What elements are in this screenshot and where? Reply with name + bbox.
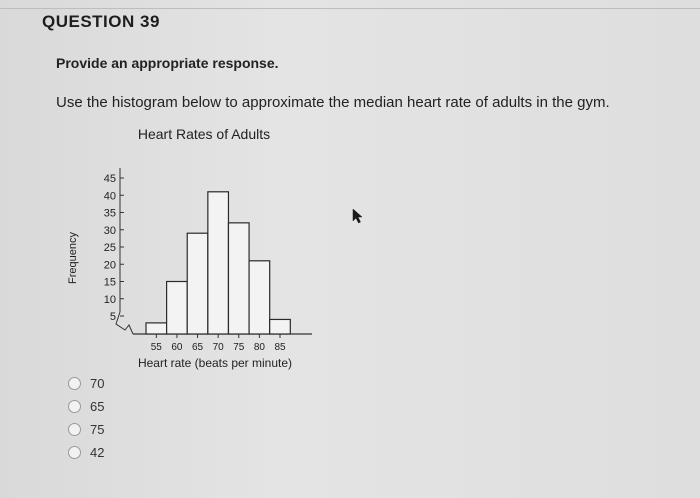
x-tick-label: 65 — [191, 342, 204, 353]
y-tick-label: 40 — [103, 190, 116, 203]
y-tick-label: 35 — [103, 207, 116, 220]
radio-button[interactable] — [68, 446, 81, 459]
histogram-bar — [228, 223, 249, 334]
x-tick-label: 75 — [233, 342, 245, 353]
axis-break-mark — [116, 312, 133, 334]
histogram-bar — [167, 282, 188, 335]
answer-option-label: 70 — [90, 376, 105, 391]
histogram-bar — [270, 319, 291, 334]
radio-button[interactable] — [68, 400, 81, 413]
y-tick-label: 5 — [109, 311, 116, 323]
question-number: QUESTION 39 — [42, 12, 160, 31]
histogram-bar — [146, 323, 167, 334]
answer-option-75[interactable] — [68, 418, 104, 441]
y-tick-label: 15 — [103, 276, 116, 289]
radio-button[interactable] — [68, 423, 81, 436]
radio-button[interactable] — [68, 377, 81, 390]
histogram-bar — [187, 233, 208, 334]
x-tick-label: 70 — [212, 342, 224, 353]
histogram-bar — [249, 261, 270, 334]
x-axis-label: Heart rate (beats per minute) — [137, 356, 293, 370]
y-tick-label: 20 — [103, 259, 116, 272]
y-tick-label: 45 — [103, 173, 116, 185]
y-tick-label: 25 — [103, 242, 116, 254]
x-tick-label: 80 — [253, 342, 265, 353]
answer-option-label: 65 — [90, 399, 105, 414]
x-tick-label: 55 — [150, 342, 162, 353]
answer-choices — [68, 372, 104, 464]
answer-option-label: 75 — [90, 422, 105, 437]
answer-option-42[interactable] — [68, 441, 104, 464]
question-prompt: Provide an appropriate response. — [56, 55, 279, 71]
answer-option-65[interactable] — [68, 395, 104, 418]
x-tick-label: 60 — [171, 342, 183, 353]
answer-option-label: 42 — [90, 445, 105, 460]
y-tick-label: 30 — [103, 224, 116, 237]
y-axis-label: Frequency — [67, 232, 79, 284]
y-tick-label: 10 — [103, 293, 116, 306]
top-divider — [0, 8, 700, 9]
chart-title: Heart Rates of Adults — [137, 126, 271, 142]
histogram-bar — [208, 192, 229, 334]
question-text: Use the histogram below to approximate the median heart rate of adults in the gym. — [56, 94, 610, 111]
answer-option-70[interactable] — [68, 372, 104, 395]
x-tick-label: 85 — [274, 342, 286, 353]
mouse-cursor-icon — [352, 208, 364, 229]
